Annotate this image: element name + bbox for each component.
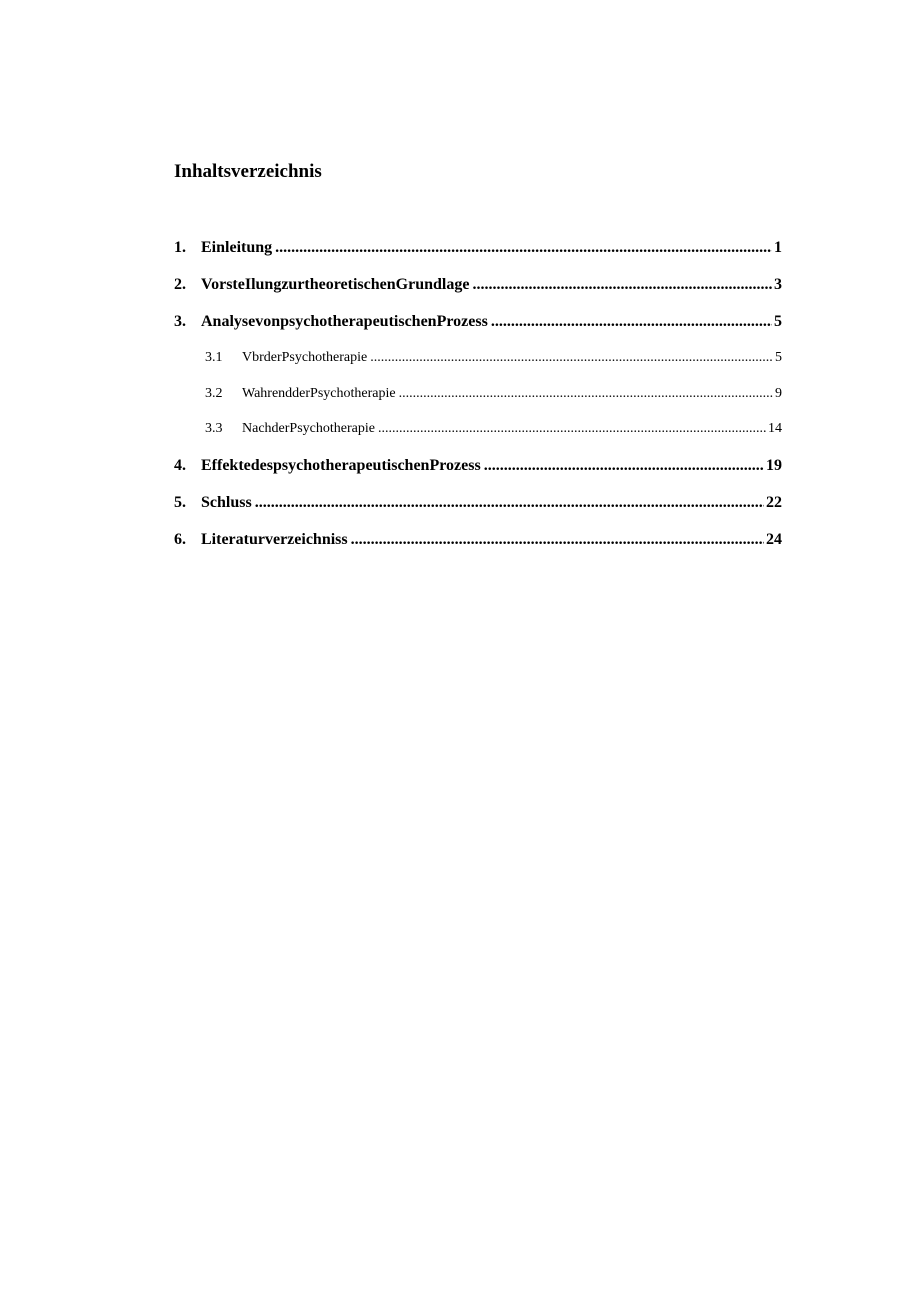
toc-subentry-waehrend[interactable] [174,383,782,419]
toc-entry-title: AnalysevonpsychotherapeutischenProzess [201,313,488,330]
toc-entry-page-number: 5 [774,313,782,330]
table-of-contents [174,236,782,565]
dot-leader [275,236,772,260]
toc-entry-effekte[interactable] [174,454,782,491]
toc-entry-page-number: 1 [774,239,782,256]
toc-entry-page-number: 14 [768,421,782,436]
dot-leader [472,273,772,297]
toc-entry-number: 1. [174,239,186,256]
toc-entry-title: Schluss [201,493,252,511]
dot-leader [370,347,773,369]
toc-subentry-vor[interactable] [174,347,782,383]
toc-entry-number: 3. [174,313,186,330]
toc-entry-title: Einleitung [201,239,273,256]
toc-entry-page-number: 22 [766,493,782,511]
toc-entry-analyse[interactable] [174,310,782,347]
toc-entry-schluss[interactable] [174,491,782,528]
dot-leader [255,491,764,515]
dot-leader [491,310,772,334]
toc-entry-page-number: 19 [766,456,782,474]
toc-entry-title: EffektedespsychotherapeutischenProzess [201,456,481,474]
toc-entry-title: VorsteIlungzurtheoretischenGrundlage [201,276,470,293]
toc-entry-literatur[interactable] [174,528,782,565]
toc-entry-title: Literaturverzeichniss [201,530,348,548]
toc-entry-title: WahrendderPsychotherapie [242,385,396,401]
toc-subentry-nach[interactable] [174,418,782,454]
dot-leader [484,454,764,478]
toc-entry-number: 5. [174,493,186,511]
toc-entry-number: 3.3 [205,421,223,436]
toc-entry-number: 4. [174,456,186,474]
dot-leader [351,528,764,552]
toc-entry-number: 6. [174,530,186,548]
toc-entry-grundlage[interactable] [174,273,782,310]
toc-entry-title: VbrderPsychotherapie [242,350,368,365]
toc-entry-number: 3.2 [205,385,223,401]
toc-entry-page-number: 5 [775,350,782,365]
toc-title: Inhaltsverzeichnis [174,161,322,182]
toc-entry-title: NachderPsychotherapie [242,421,375,436]
toc-entry-number: 3.1 [205,350,223,365]
toc-entry-page-number: 24 [766,530,782,548]
toc-entry-einleitung[interactable] [174,236,782,273]
toc-entry-page-number: 9 [775,385,782,401]
dot-leader [378,418,766,440]
toc-entry-number: 2. [174,276,186,293]
toc-entry-page-number: 3 [774,276,782,293]
dot-leader [399,383,773,405]
